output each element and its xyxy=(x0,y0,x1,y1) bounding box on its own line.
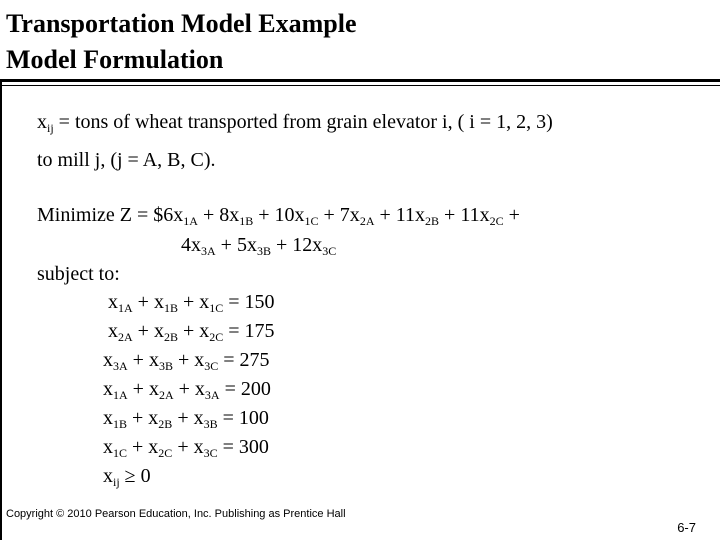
term-subscript: 2B xyxy=(158,417,173,431)
constraint-row xyxy=(108,290,275,314)
term-subscript: 1C xyxy=(304,214,319,228)
constraint-rhs: = 275 xyxy=(218,349,270,371)
term-subscript: 1B xyxy=(163,301,178,315)
term-subscript: 1B xyxy=(113,417,128,431)
term-subscript: 3B xyxy=(158,359,173,373)
title-line-2: Model Formulation xyxy=(6,45,224,74)
term-text: + x xyxy=(127,407,159,429)
term-subscript: 1A xyxy=(118,301,133,315)
term-text: x xyxy=(108,320,118,342)
term-subscript: 1C xyxy=(113,446,128,460)
term-subscript: 1C xyxy=(209,301,224,315)
term-text: x xyxy=(103,407,113,429)
constraint-rhs: = 300 xyxy=(217,436,269,458)
term-text: + x xyxy=(127,349,159,371)
term-subscript: 1A xyxy=(113,388,128,402)
term-subscript: 3C xyxy=(203,446,218,460)
definition-var-sub: ij xyxy=(47,121,54,135)
term-text: + 12x xyxy=(270,234,323,256)
term-text: + x xyxy=(127,378,159,400)
term-subscript: 1B xyxy=(239,214,254,228)
constraint-rhs: = 175 xyxy=(223,320,275,342)
page-number: 6-7 xyxy=(677,520,696,535)
constraint-row xyxy=(103,464,151,488)
term-subscript: 3B xyxy=(256,244,271,258)
term-text: + x xyxy=(172,349,205,371)
term-subscript: 3C xyxy=(204,359,219,373)
definition-text: = tons of wheat transported from grain elevator i, ( i = 1, 2, 3) xyxy=(53,111,553,133)
term-text: + x xyxy=(173,378,205,400)
term-subscript: ij xyxy=(113,475,120,489)
term-text: x xyxy=(103,465,113,487)
term-subscript: 2A xyxy=(359,214,375,228)
constraint-rhs: = 150 xyxy=(223,291,275,313)
title-line-1: Transportation Model Example xyxy=(6,9,357,38)
term-text: x xyxy=(108,291,118,313)
term-subscript: 3A xyxy=(113,359,128,373)
term-subscript: 2C xyxy=(489,214,504,228)
term-text: + 11x xyxy=(374,204,426,226)
term-subscript: 1A xyxy=(183,214,198,228)
term-text: 4x xyxy=(181,234,201,256)
subject-to-label: subject to: xyxy=(37,263,120,285)
definition-line-1 xyxy=(37,110,553,134)
term-text: + 10x xyxy=(253,204,305,226)
term-text: x xyxy=(103,378,113,400)
term-subscript: 3A xyxy=(204,388,220,402)
term-subscript: 2C xyxy=(158,446,173,460)
term-subscript: 2A xyxy=(158,388,174,402)
term-text: + 11x xyxy=(439,204,490,226)
title-rule xyxy=(0,79,720,82)
term-text: x xyxy=(103,349,113,371)
term-text: + x xyxy=(132,320,164,342)
term-text: + x xyxy=(177,320,210,342)
left-rule xyxy=(0,82,2,540)
constraint-row xyxy=(103,348,270,372)
term-subscript: 3C xyxy=(322,244,337,258)
term-text: + xyxy=(503,204,520,226)
objective-line-1 xyxy=(37,203,520,227)
constraint-row xyxy=(103,406,269,430)
term-text: + 7x xyxy=(318,204,360,226)
term-text: x xyxy=(103,436,113,458)
definition-var: x xyxy=(37,111,47,133)
term-text: + 5x xyxy=(215,234,257,256)
term-text: + x xyxy=(172,436,204,458)
slide-title xyxy=(6,6,357,78)
constraint-row xyxy=(103,377,271,401)
term-text: + x xyxy=(132,291,164,313)
term-subscript: 3A xyxy=(201,244,216,258)
constraint-rhs: ≥ 0 xyxy=(119,465,151,487)
term-text: + x xyxy=(172,407,204,429)
term-subscript: 2B xyxy=(163,330,178,344)
constraint-rhs: = 100 xyxy=(217,407,269,429)
term-text: Minimize Z = $6x xyxy=(37,204,184,226)
constraint-row xyxy=(108,319,275,343)
term-subscript: 2B xyxy=(425,214,440,228)
constraint-row xyxy=(103,435,269,459)
copyright-footer: Copyright © 2010 Pearson Education, Inc. Publishing as Prentice Hall xyxy=(6,508,346,520)
term-text: + 8x xyxy=(197,204,240,226)
term-subscript: 3B xyxy=(203,417,218,431)
term-subscript: 2C xyxy=(209,330,224,344)
objective-line-2 xyxy=(181,233,336,257)
term-subscript: 2A xyxy=(118,330,133,344)
title-rule-thin xyxy=(0,85,720,86)
term-text: + x xyxy=(177,291,210,313)
definition-line-2: to mill j, (j = A, B, C). xyxy=(37,149,216,171)
constraint-rhs: = 200 xyxy=(219,378,271,400)
term-text: + x xyxy=(127,436,159,458)
